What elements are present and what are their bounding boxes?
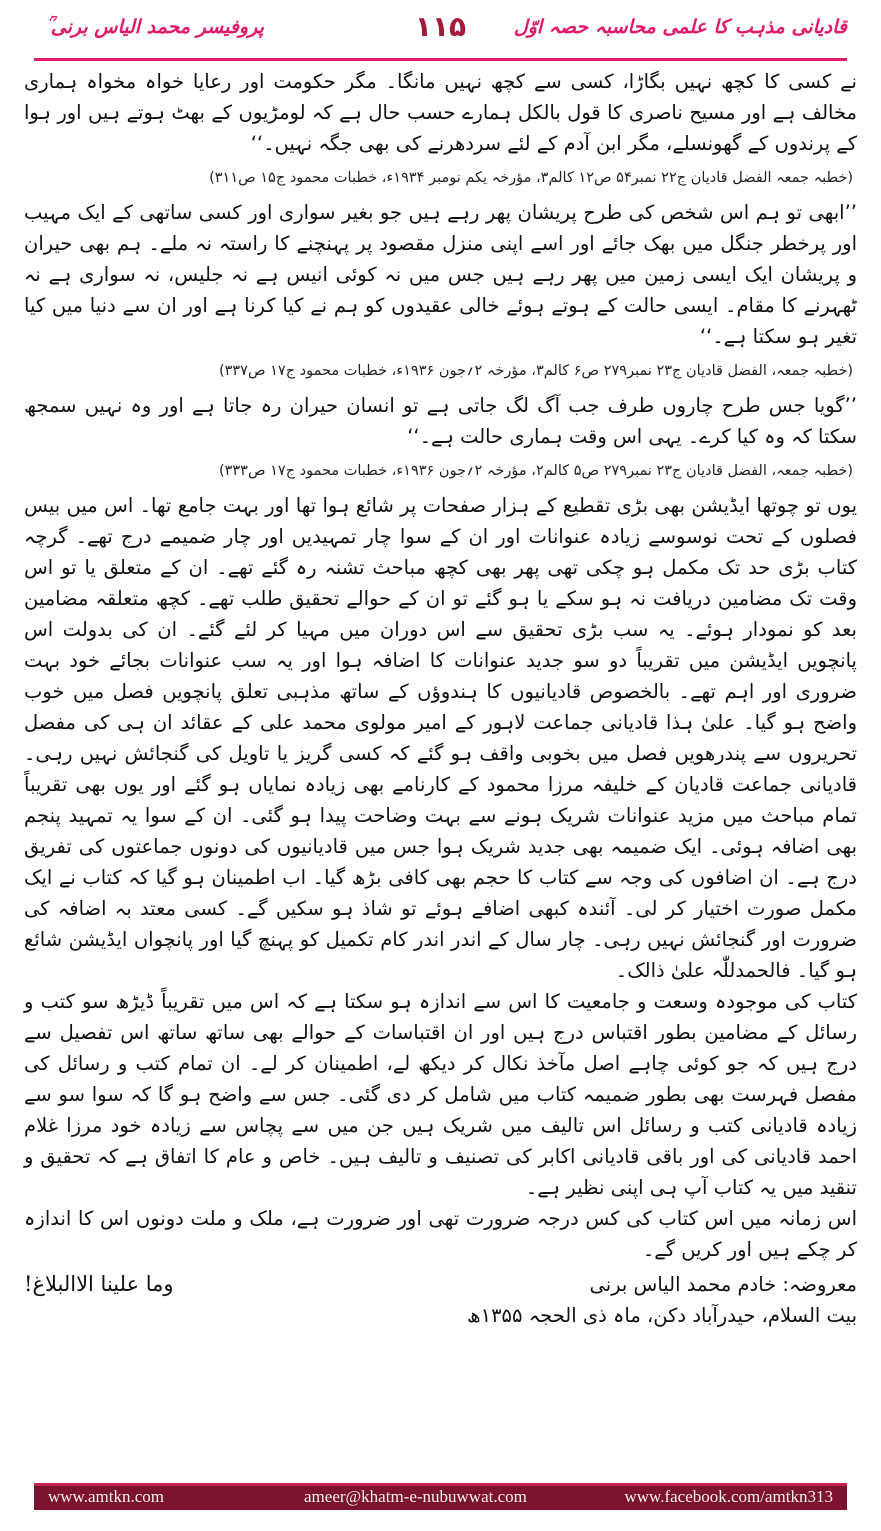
page-header <box>0 0 881 64</box>
email-link[interactable]: ameer@khatm-e-nubuwwat.com <box>304 1487 527 1506</box>
website-link[interactable]: www.amtkn.com <box>48 1487 164 1506</box>
book-title: قادیانی مذہب کا علمی محاسبہ حصہ اوّل <box>513 16 847 38</box>
paragraph-3: ’’گویا جس طرح چاروں طرف جب آگ لگ جاتی ہے تو انسان حیران رہ جاتا ہے اور وہ نہیں سمجھ سکتا کہ وہ کیا کرے۔ یہی اس وقت ہماری حالت ہے۔‘‘ <box>24 394 857 448</box>
signature: معروضہ: خادم محمد الیاس برنی <box>589 1273 857 1296</box>
reference-2: (خطبہ جمعہ، الفضل قادیان ج۲۳ نمبر۲۷۹ ص۶ کالم۳، مؤرخہ ۲؍جون ۱۹۳۶ء، خطبات محمود ج۱۷ ص۳۳۷) <box>218 363 853 379</box>
page-body <box>24 66 857 1471</box>
reference-3: (خطبہ جمعہ، الفضل قادیان ج۲۳ نمبر۲۷۹ ص۵ کالم۲، مؤرخہ ۲؍جون ۱۹۳۶ء، خطبات محمود ج۱۷ ص۳۳۳) <box>218 463 853 479</box>
author-name: پروفیسر محمد الیاس برنی ؒ <box>46 16 264 38</box>
closing-row <box>24 1269 857 1300</box>
place-date: بیت السلام، حیدرآباد دکن، ماہ ذی الحجہ ۱۳۵۵ھ <box>466 1304 857 1327</box>
paragraph-5: کتاب کی موجودہ وسعت و جامعیت کا اس سے اندازہ ہو سکتا ہے کہ اس میں تقریباً ڈیڑھ سو کتب و رسائل کے مضامین بطور اقتباس درج ہیں اور ان اقتباسات کے حوالے بھی ساتھ ساتھ اس تفصیل سے درج ہیں کہ جو کوئی چاہے اصل مآخذ نکال کر دیکھ لے، اطمینان کر لے۔ ان تمام کتب و رسائل کی مفصل فہرست بھی بطور ضمیمہ کتاب میں شامل کر دی گئی۔ جس سے واضح ہو گا کہ سوا سو سے زیادہ قادیانی کتب و رسائل اس تالیف میں شریک ہیں جن میں سے پچاس سے زیادہ خود مرزا غلام احمد قادیانی کی اور باقی قادیانی اکابر کی تصنیف و تالیف ہیں۔ خاص و عام کا اتفاق ہے کہ تحقیق و تنقید میں یہ کتاب آپ ہی اپنی نظیر ہے۔ <box>24 990 857 1199</box>
facebook-link[interactable]: www.facebook.com/amtkn313 <box>624 1487 833 1506</box>
paragraph-6: اس زمانہ میں اس کتاب کی کس درجہ ضرورت تھی اور ضرورت ہے، ملک و ملت دونوں اس کا اندازہ کر چکے ہیں اور کریں گے۔ <box>24 1207 857 1261</box>
paragraph-1: نے کسی کا کچھ نہیں بگاڑا، کسی سے کچھ نہیں مانگا۔ مگر حکومت اور رعایا خواہ مخواہ ہماری مخالف ہے اور مسیح ناصری کا قول بالکل ہمارے حسب حال ہے کہ لومڑیوں کے بھٹ ہوتے ہیں اور ہوا کے پرندوں کے گھونسلے، مگر ابن آدم کے لئے سردھرنے کی بھی جگہ نہیں۔‘‘ <box>24 70 857 155</box>
reference-1: (خطبہ جمعہ الفضل قادیان ج۲۲ نمبر۵۴ ص۱۲ کالم۳، مؤرخہ یکم نومبر ۱۹۳۴ء، خطبات محمود ج۱۵ ص۳۱۱) <box>209 170 853 186</box>
paragraph-2: ’’ابھی تو ہم اس شخص کی طرح پریشان پھر رہے ہیں جو بغیر سواری اور کسی ساتھی کے ایک مہیب اور پرخطر جنگل میں بھک جائے اور اسے اپنی منزل مقصود پر پہنچنے کا راستہ نہ ملے۔ ہم بھی حیران و پریشان ایک ایسی زمین میں پھر رہے ہیں جس میں نہ کوئی انیس ہے نہ جلیس، نہ سواری ہے نہ ٹھہرنے کا مقام۔ ایسی حالت کے ہوتے ہوئے خالی عقیدوں کو ہم نے کیا کرنا ہے اور ان سے دنیا میں کیا تغیر ہو سکتا ہے۔‘‘ <box>24 201 857 348</box>
header-divider <box>34 58 847 61</box>
page-number: ۱۱۵ <box>414 10 467 43</box>
closing-phrase: وما علینا الاالبلاغ! <box>24 1272 174 1296</box>
page-footer <box>34 1483 847 1510</box>
paragraph-4: یوں تو چوتھا ایڈیشن بھی بڑی تقطیع کے ہزار صفحات پر شائع ہوا تھا اور بہت جامع تھا۔ اس میں بیس فصلوں کے تحت نوسوسے زیادہ عنوانات اور ان کے سوا چار تمہیدیں اور چار ضمیمے درج تھے۔ گرچہ کتاب بڑی حد تک مکمل ہو چکی تھی پھر بھی کچھ مباحث تشنہ رہ گئے تھے۔ ان کے متعلق یا تو اس وقت تک مضامین دریافت نہ ہو سکے یا ہو گئے تو ان کے حوالے تحقیق طلب تھے۔ کچھ متعلقہ مضامین بعد کو نمودار ہوئے۔ یہ سب بڑی تحقیق سے اس دوران میں مہیا کر لئے گئے۔ ان کی بدولت اس پانچویں ایڈیشن میں تقریباً دو سو جدید عنوانات کا اضافہ ہوا اور یہ سب عنوانات بجائے خود بہت ضروری اور اہم تھے۔ بالخصوص قادیانیوں کا ہندوؤں کے ساتھ مذہبی تعلق پانچویں فصل میں خوب واضح ہو گیا۔ علیٰ ہذا قادیانی جماعت لاہور کے امیر مولوی محمد علی کے عقائد ان ہی کی مفصل تحریروں سے پندرھویں فصل میں بخوبی واقف ہو گئے کہ کسی گریز یا تاویل کی گنجائش نہیں رہی۔ قادیانی جماعت قادیان کے خلیفہ مرزا محمود کے کارنامے بھی زیادہ نمایاں ہو گئے اور یوں بھی تقریباً تمام مباحث میں مزید عنوانات شریک ہونے سے بہت وضاحت پیدا ہو گئی۔ ان کے سوا یہ تمہید پنجم بھی اضافہ ہوئی۔ ایک ضمیمہ بھی جدید شریک ہوا جس میں قادیانیوں کی دونوں جماعتوں کی تفریق درج ہے۔ ان اضافوں کی وجہ سے کتاب کا حجم بھی کافی بڑھ گیا۔ اب اطمینان ہو گیا کہ کتاب نے ایک مکمل صورت اختیار کر لی۔ آئندہ کبھی اضافے ہوئے تو شاذ ہو سکیں گے۔ کسی معتد بہ اضافہ کی ضرورت اور گنجائش نہیں رہی۔ چار سال کے اندر اندر کام تکمیل کو پہنچ گیا اور پانچواں ایڈیشن شائع ہو گیا۔ فالحمدللّٰہ علیٰ ذالک۔ <box>24 494 857 982</box>
